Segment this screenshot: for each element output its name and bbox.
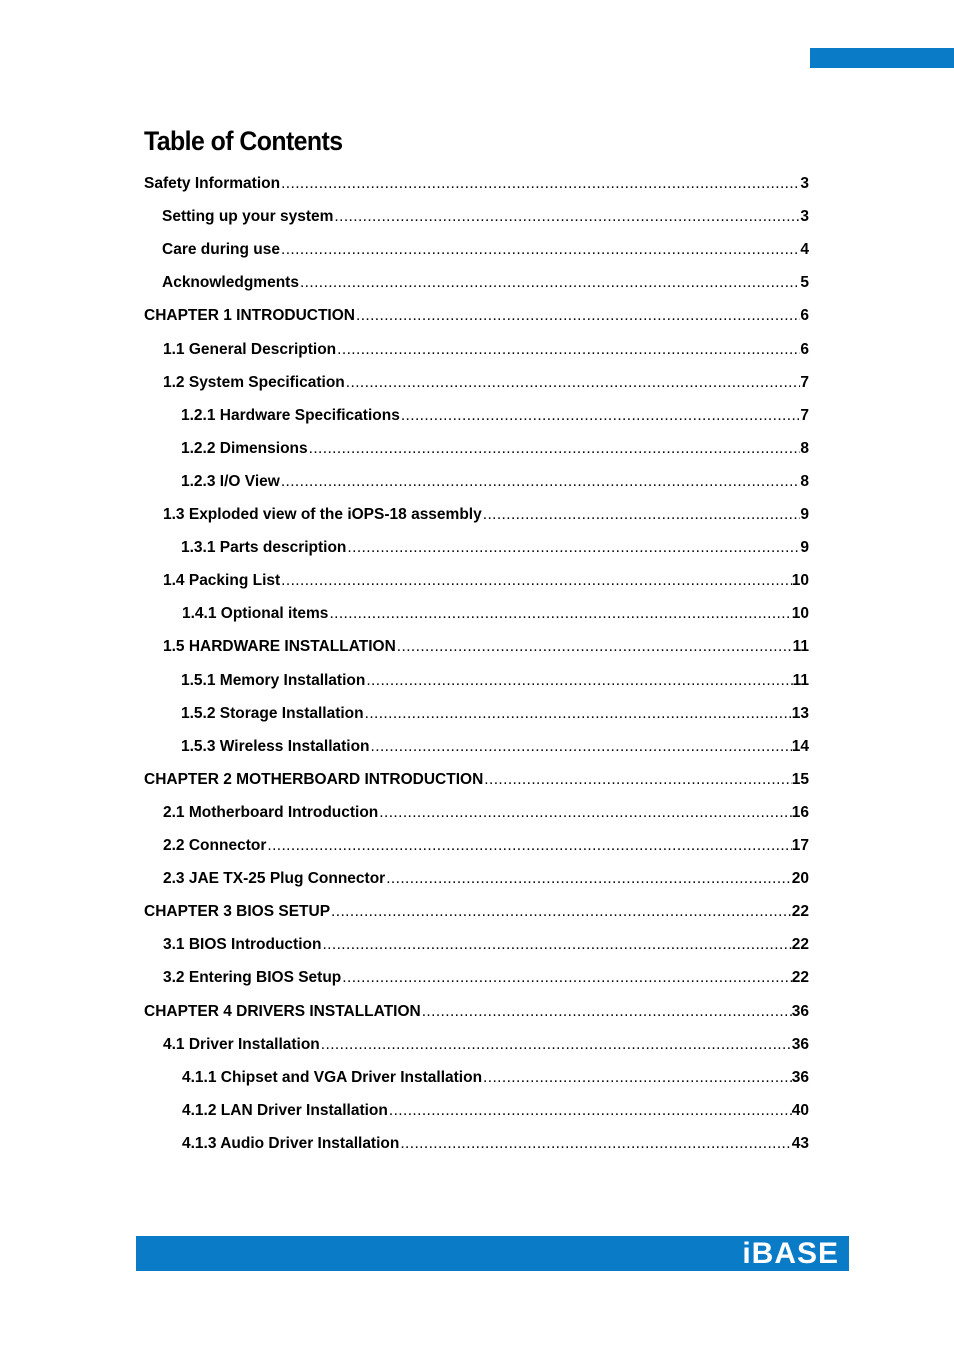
toc-entry[interactable] <box>163 868 809 890</box>
toc-entry-page: 36 <box>791 1003 809 1020</box>
toc-entry-page: 3 <box>800 208 809 225</box>
toc-leader-dots <box>321 934 791 956</box>
toc-entry-label: Care during use <box>162 241 280 258</box>
toc-entry-page: 10 <box>791 605 809 622</box>
toc-entry[interactable] <box>163 1034 809 1056</box>
toc-entry-label: 3.1 BIOS Introduction <box>163 936 322 953</box>
toc-leader-dots <box>355 305 800 327</box>
toc-leader-dots <box>328 603 791 625</box>
toc-entry-page: 13 <box>791 705 809 722</box>
toc-leader-dots <box>421 1001 792 1023</box>
toc-entry[interactable] <box>181 405 809 427</box>
toc-entry[interactable] <box>162 206 809 228</box>
toc-leader-dots <box>400 405 801 427</box>
toc-entry[interactable] <box>162 272 809 294</box>
toc-entry[interactable] <box>181 438 809 460</box>
toc-leader-dots <box>280 239 800 261</box>
toc-entry-label: 1.5 HARDWARE INSTALLATION <box>163 638 396 655</box>
toc-leader-dots <box>399 1133 791 1155</box>
toc-entry-page: 36 <box>791 1069 809 1086</box>
toc-entry-label: Acknowledgments <box>162 274 299 291</box>
toc-leader-dots <box>336 339 800 361</box>
toc-leader-dots <box>364 703 792 725</box>
toc-leader-dots <box>378 802 791 824</box>
toc-entry-label: CHAPTER 2 MOTHERBOARD INTRODUCTION <box>144 771 484 788</box>
toc-entry[interactable] <box>163 967 809 989</box>
toc-entry-label: 4.1.3 Audio Driver Installation <box>182 1135 400 1152</box>
toc-entry-page: 20 <box>791 870 809 887</box>
toc-entry-page: 9 <box>800 539 809 556</box>
ibase-logo: iBASE <box>742 1237 839 1270</box>
toc-entry-label: Safety Information <box>144 175 281 192</box>
toc-entry[interactable] <box>181 670 809 692</box>
toc-entry-label: Setting up your system <box>162 208 334 225</box>
toc-entry[interactable] <box>162 239 809 261</box>
toc-leader-dots <box>483 769 791 791</box>
toc-entry-label: 1.5.2 Storage Installation <box>181 705 364 722</box>
toc-leader-dots <box>346 537 800 559</box>
toc-entry[interactable] <box>163 504 809 526</box>
toc-entry-page: 7 <box>800 374 809 391</box>
toc-entry-label: 1.5.1 Memory Installation <box>181 672 366 689</box>
header-accent-bar <box>810 48 954 68</box>
toc-entry[interactable] <box>181 703 809 725</box>
toc-leader-dots <box>320 1034 792 1056</box>
toc-entry-label: 4.1.1 Chipset and VGA Driver Installation <box>182 1069 483 1086</box>
toc-entry[interactable] <box>163 372 809 394</box>
toc-entry-label: 3.2 Entering BIOS Setup <box>163 969 342 986</box>
toc-leader-dots <box>330 901 792 923</box>
toc-entry-label: 1.3.1 Parts description <box>181 539 347 556</box>
toc-entry-label: 2.3 JAE TX-25 Plug Connector <box>163 870 386 887</box>
toc-entry[interactable] <box>181 736 809 758</box>
toc-entry-page: 10 <box>791 572 809 589</box>
toc-entry[interactable] <box>163 570 809 592</box>
toc-leader-dots <box>482 1067 792 1089</box>
toc-leader-dots <box>388 1100 792 1122</box>
toc-entry-label: 4.1.2 LAN Driver Installation <box>182 1102 388 1119</box>
toc-entry-page: 22 <box>791 969 809 986</box>
toc-entry-page: 4 <box>800 241 809 258</box>
toc-entry-page: 22 <box>791 903 809 920</box>
toc-entry-label: 1.5.3 Wireless Installation <box>181 738 370 755</box>
toc-entry-page: 43 <box>791 1135 809 1152</box>
toc-entry-label: 4.1 Driver Installation <box>163 1036 320 1053</box>
toc-leader-dots <box>482 504 801 526</box>
toc-entry[interactable] <box>163 636 809 658</box>
toc-leader-dots <box>299 272 800 294</box>
toc-entry-label: 1.4.1 Optional items <box>182 605 329 622</box>
toc-entry-page: 11 <box>792 672 809 689</box>
toc-entry[interactable] <box>163 339 809 361</box>
toc-entry-page: 8 <box>800 473 809 490</box>
toc-entry-label: CHAPTER 1 INTRODUCTION <box>144 307 355 324</box>
toc-entry[interactable] <box>144 305 809 327</box>
toc-entry-label: 1.1 General Description <box>163 341 337 358</box>
toc-entry-page: 22 <box>791 936 809 953</box>
toc-leader-dots <box>280 471 801 493</box>
toc-entry-page: 7 <box>800 407 809 424</box>
toc-entry-page: 5 <box>800 274 809 291</box>
toc-entry-page: 15 <box>791 771 809 788</box>
toc-leader-dots <box>333 206 800 228</box>
footer-bar <box>136 1236 849 1271</box>
toc-leader-dots <box>280 173 800 195</box>
toc-entry[interactable] <box>144 901 809 923</box>
toc-entry[interactable] <box>182 1100 809 1122</box>
toc-entry[interactable] <box>182 1133 809 1155</box>
page-title: Table of Contents <box>144 126 343 156</box>
toc-entry-page: 9 <box>800 506 809 523</box>
toc-leader-dots <box>385 868 792 890</box>
toc-entry[interactable] <box>163 835 809 857</box>
toc-entry-page: 16 <box>791 804 809 821</box>
toc-leader-dots <box>370 736 792 758</box>
toc-leader-dots <box>345 372 801 394</box>
toc-entry[interactable] <box>144 1001 809 1023</box>
toc-entry-label: 1.2 System Specification <box>163 374 345 391</box>
toc-entry-label: 1.2.3 I/O View <box>181 473 280 490</box>
toc-entry-label: CHAPTER 4 DRIVERS INSTALLATION <box>144 1003 421 1020</box>
toc-leader-dots <box>396 636 793 658</box>
toc-entry[interactable] <box>144 173 809 195</box>
toc-entry-page: 6 <box>800 307 809 324</box>
toc-entry-label: 1.2.2 Dimensions <box>181 440 308 457</box>
toc-entry-page: 6 <box>800 341 809 358</box>
toc-entry-label: CHAPTER 3 BIOS SETUP <box>144 903 331 920</box>
toc-entry-page: 14 <box>791 738 809 755</box>
toc-entry-page: 3 <box>800 175 809 192</box>
toc-leader-dots <box>308 438 801 460</box>
toc-entry-page: 17 <box>791 837 809 854</box>
toc-leader-dots <box>365 670 792 692</box>
toc-entry-page: 8 <box>800 440 809 457</box>
toc-entry-label: 2.1 Motherboard Introduction <box>163 804 379 821</box>
toc-entry-page: 36 <box>791 1036 809 1053</box>
toc-leader-dots <box>266 835 791 857</box>
toc-entry[interactable] <box>163 934 809 956</box>
toc-entry[interactable] <box>181 471 809 493</box>
toc-entry[interactable] <box>163 802 809 824</box>
toc-entry-label: 1.3 Exploded view of the iOPS-18 assembly <box>163 506 482 523</box>
toc-entry[interactable] <box>182 603 809 625</box>
toc-entry[interactable] <box>182 1067 809 1089</box>
toc-entry-label: 1.4 Packing List <box>163 572 281 589</box>
toc-entry[interactable] <box>181 537 809 559</box>
toc-entry-page: 11 <box>792 638 809 655</box>
toc-leader-dots <box>280 570 792 592</box>
toc-leader-dots <box>341 967 791 989</box>
toc-entry-label: 2.2 Connector <box>163 837 267 854</box>
toc-entry[interactable] <box>144 769 809 791</box>
toc-entry-label: 1.2.1 Hardware Specifications <box>181 407 400 424</box>
toc-entry-page: 40 <box>791 1102 809 1119</box>
